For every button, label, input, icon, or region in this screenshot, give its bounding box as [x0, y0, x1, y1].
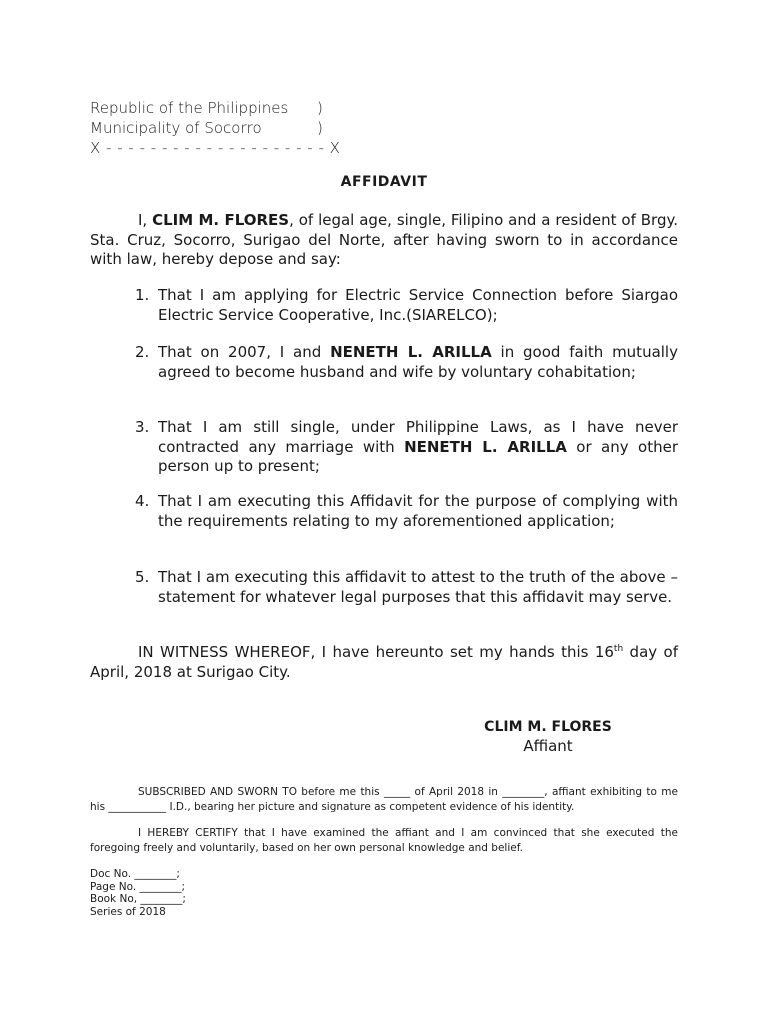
list-item-text: That I am applying for Electric Service Connection before Siargao Electric Service Cooperative, Inc.(SIARELCO); — [158, 286, 678, 324]
certification-paragraph: I HEREBY CERTIFY that I have examined the affiant and I am convinced that she executed the foregoing freely and voluntarily, based on her own personal knowledge and belief. — [90, 827, 678, 854]
affiant-name: CLIM M. FLORES — [152, 211, 290, 229]
list-item — [135, 568, 678, 607]
witness-text-end: day of April, 2018 at Surigao City. — [90, 643, 678, 681]
list-item-number: 1. — [135, 286, 150, 304]
list-item — [135, 418, 678, 477]
list-item-number: 3. — [135, 418, 150, 436]
venue-header — [90, 98, 340, 158]
series-year: Series of 2018 — [90, 905, 166, 918]
list-item-number: 4. — [135, 492, 150, 510]
venue-municipality-text: Municipality of Socorro — [90, 119, 262, 137]
jurat-paragraph: SUBSCRIBED AND SWORN TO before me this _____ of April 2018 in ________, affiant exhibiting to me his ___________ I.D., bearing her picture and signature as competent evidence of his identity. — [90, 786, 678, 813]
witness-superscript: th — [613, 644, 624, 654]
list-item-text: That I am executing this Affidavit for the purpose of complying with the requirements relating to my aforementioned application; — [158, 492, 678, 530]
venue-paren: ) — [317, 119, 323, 137]
list-item-text-part: That on 2007, I and — [158, 343, 331, 361]
intro-paragraph — [90, 211, 678, 270]
partner-name: NENETH L. ARILLA — [404, 437, 567, 456]
venue-paren: ) — [317, 99, 323, 117]
list-item-number: 5. — [135, 568, 150, 586]
signatory-name: CLIM M. FLORES — [484, 719, 612, 735]
witness-paragraph — [90, 643, 678, 682]
witness-text: IN WITNESS WHEREOF, I have hereunto set my hands this 16 — [138, 643, 614, 661]
list-item-text-part: That I am still single, under Philippine Laws, as I have never contracted any marriage with — [158, 418, 678, 456]
list-item — [135, 492, 678, 531]
intro-text: , of legal age, single, Filipino and a resident of Brgy. Sta. Cruz, Socorro, Surigao del Norte, after having sworn to in accordance with law, hereby depose and say: — [90, 211, 678, 268]
venue-line-municipality — [90, 118, 340, 138]
book-number: Book No, ________; — [90, 893, 186, 905]
list-item-text-part: in good faith mutually agreed to become husband and wife by voluntary cohabitation; — [158, 343, 678, 381]
list-item-text: That I am executing this affidavit to attest to the truth of the above –statement for whatever legal purposes that this affidavit may serve. — [158, 568, 678, 606]
page-number: Page No. ________; — [90, 880, 186, 893]
list-item-text-part: or any other person up to present; — [158, 437, 678, 475]
list-item-number: 2. — [135, 343, 150, 361]
venue-republic-text: Republic of the Philippines — [90, 99, 289, 117]
document-title: AFFIDAVIT — [340, 174, 428, 190]
signature-block — [478, 718, 618, 756]
list-item-text — [158, 418, 678, 477]
signatory-role: Affiant — [523, 737, 573, 755]
list-item-text — [158, 343, 678, 382]
notarial-register — [90, 868, 186, 918]
venue-line-republic — [90, 98, 340, 118]
doc-number: Doc No. ________; — [90, 868, 180, 880]
venue-separator: X - - - - - - - - - - - - - - - - - - - - X — [90, 139, 341, 157]
intro-prefix: I, — [138, 211, 153, 229]
partner-name: NENETH L. ARILLA — [330, 343, 492, 361]
list-item — [135, 343, 678, 382]
list-item — [135, 286, 678, 325]
